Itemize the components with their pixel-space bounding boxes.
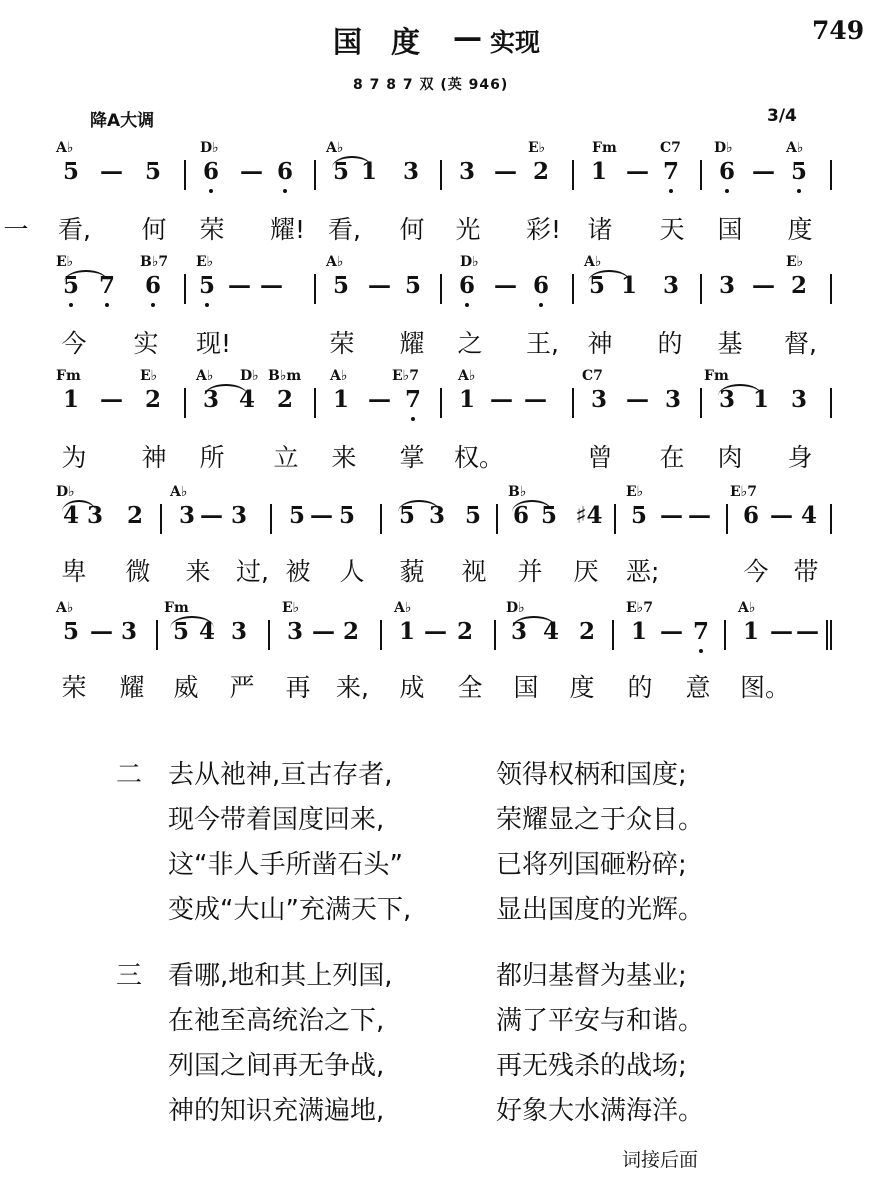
- chord: A♭: [786, 140, 804, 156]
- note: 5: [332, 272, 349, 299]
- note: 1: [742, 618, 759, 645]
- lyric: 图。: [740, 673, 791, 702]
- verse-line: 这“非人手所凿石头”: [168, 850, 403, 880]
- verse-line: 变成“大山”充满天下,: [168, 895, 412, 925]
- barline: [380, 504, 382, 534]
- lyric: 光: [455, 215, 481, 244]
- note: —: [770, 502, 793, 529]
- chord: E♭: [528, 140, 546, 156]
- barline: [724, 620, 726, 650]
- barline: [314, 274, 316, 304]
- note: 6: [716, 158, 738, 185]
- lyric: 神: [587, 329, 613, 358]
- barline: [184, 388, 186, 418]
- note: 7: [660, 158, 682, 185]
- key-signature: 降A大调: [90, 111, 155, 131]
- note: —: [100, 158, 123, 185]
- note: 3: [230, 618, 247, 645]
- note: 5: [332, 158, 349, 185]
- note: 6: [200, 158, 222, 185]
- lyric: 国: [513, 673, 539, 702]
- note: 2: [456, 618, 473, 645]
- lyric: 在: [659, 443, 685, 472]
- note: 5: [404, 272, 421, 299]
- note: 2: [342, 618, 359, 645]
- barline: [700, 274, 702, 304]
- lyric: 实: [133, 329, 159, 358]
- verse-line: 现今带着国度回来,: [168, 805, 385, 835]
- note: 3: [202, 386, 219, 413]
- verse-line: 列国之间再无争战,: [168, 1051, 385, 1081]
- chord: E♭: [140, 368, 158, 384]
- lyric: 何: [399, 215, 425, 244]
- lyric: 耀: [399, 329, 425, 358]
- note: —: [494, 158, 517, 185]
- note: 6: [274, 158, 296, 185]
- lyric: 今: [743, 557, 769, 586]
- barline: [160, 504, 162, 534]
- barline: [726, 504, 728, 534]
- note: —: [490, 386, 513, 413]
- verse-number: 二: [116, 760, 143, 790]
- note: 5: [398, 502, 415, 529]
- lyric: 的: [627, 673, 653, 702]
- chord: E♭7: [730, 484, 758, 500]
- lyric: 荣: [61, 673, 87, 702]
- barline: [440, 274, 442, 304]
- note: —: [796, 618, 819, 645]
- chord: A♭: [196, 368, 214, 384]
- note: 4: [800, 502, 817, 529]
- lyric: 身: [787, 443, 813, 472]
- note: 7: [690, 618, 712, 645]
- lyric: 荣: [199, 215, 225, 244]
- lyric: 诸: [587, 215, 613, 244]
- note: 2: [276, 386, 293, 413]
- chord: A♭: [330, 368, 348, 384]
- note: 4: [542, 618, 559, 645]
- barline: [184, 274, 186, 304]
- note: 3: [286, 618, 303, 645]
- barline: [184, 160, 186, 190]
- lyric: 神: [141, 443, 167, 472]
- note: 5: [62, 618, 79, 645]
- note: 3: [718, 272, 735, 299]
- note: 3: [86, 502, 103, 529]
- note: 6: [456, 272, 478, 299]
- barline: [572, 388, 574, 418]
- lyric: 再: [285, 673, 311, 702]
- note: —: [752, 158, 775, 185]
- hymn-number: 749: [812, 16, 865, 45]
- lyric: 并: [517, 557, 543, 586]
- chord: Fm: [592, 140, 617, 156]
- note: ♯4: [575, 502, 603, 529]
- note: 1: [590, 158, 607, 185]
- verse-number: 三: [116, 961, 143, 991]
- chord: A♭: [458, 368, 476, 384]
- chord: A♭: [56, 140, 74, 156]
- note: 5: [540, 502, 557, 529]
- chord: E♭: [196, 254, 214, 270]
- note: 3: [662, 272, 679, 299]
- chord: Fm: [56, 368, 81, 384]
- chord: E♭7: [392, 368, 420, 384]
- note: —: [660, 618, 683, 645]
- lyric: 来: [185, 557, 211, 586]
- chord: A♭: [738, 600, 756, 616]
- lyric: 来: [331, 443, 357, 472]
- chord: B♭7: [140, 254, 169, 270]
- barline: [156, 620, 158, 650]
- lyric: 威: [173, 673, 199, 702]
- chord: A♭: [584, 254, 602, 270]
- note: 3: [178, 502, 195, 529]
- note: —: [310, 502, 333, 529]
- note: 5: [62, 158, 79, 185]
- note: 1: [360, 158, 377, 185]
- lyric: 立: [273, 443, 299, 472]
- barline: [314, 160, 316, 190]
- note: 5: [588, 272, 605, 299]
- lyric: 卑: [61, 557, 87, 586]
- lyric: 度: [569, 673, 595, 702]
- note: —: [368, 386, 391, 413]
- note: 1: [630, 618, 647, 645]
- barline: [830, 388, 832, 418]
- note: 5: [338, 502, 355, 529]
- lyric: 的: [657, 329, 683, 358]
- note: 5: [630, 502, 647, 529]
- barline: [700, 388, 702, 418]
- note: 3: [664, 386, 681, 413]
- chord: E♭: [56, 254, 74, 270]
- note: 3: [510, 618, 527, 645]
- note: —: [688, 502, 711, 529]
- note: 3: [120, 618, 137, 645]
- verse-line: 已将列国砸粉碎;: [496, 850, 687, 880]
- chord: A♭: [170, 484, 188, 500]
- lyric: 为: [61, 443, 87, 472]
- note: —: [240, 158, 263, 185]
- note: 2: [578, 618, 595, 645]
- note: 4: [238, 386, 255, 413]
- lyric: 看,: [58, 215, 91, 244]
- note: 5: [288, 502, 305, 529]
- verse-line: 去从祂神,亘古存者,: [168, 760, 393, 790]
- lyric: 今: [61, 329, 87, 358]
- verse-line: 在祂至高统治之下,: [168, 1006, 385, 1036]
- chord: A♭: [394, 600, 412, 616]
- note: —: [424, 618, 447, 645]
- note: 7: [402, 386, 424, 413]
- note: 6: [512, 502, 529, 529]
- lyric: 带: [793, 557, 819, 586]
- chord: E♭: [786, 254, 804, 270]
- lyric: 一: [3, 215, 29, 244]
- verse-line: 领得权柄和国度;: [496, 760, 687, 790]
- barline: [440, 388, 442, 418]
- note: 6: [530, 272, 552, 299]
- lyric: 现!: [196, 329, 232, 358]
- barline: [270, 504, 272, 534]
- note: —: [368, 272, 391, 299]
- note: —: [100, 386, 123, 413]
- chord: A♭: [326, 254, 344, 270]
- hymn-title: 国 度: [333, 25, 421, 59]
- note: 3: [428, 502, 445, 529]
- time-signature: 3/4: [767, 106, 797, 126]
- lyric: 成: [399, 673, 425, 702]
- chord: C7: [582, 368, 603, 384]
- lyric: 耀: [119, 673, 145, 702]
- verse-line: 都归基督为基业;: [496, 961, 687, 991]
- note: 4: [62, 502, 79, 529]
- lyric: 过,: [236, 557, 269, 586]
- lyric: 掌: [399, 443, 425, 472]
- chord: D♭: [56, 484, 75, 500]
- lyric: 厌: [573, 557, 599, 586]
- chord: E♭7: [626, 600, 654, 616]
- lyric: 人: [339, 557, 365, 586]
- lyric: 视: [461, 557, 487, 586]
- lyric: 何: [141, 215, 167, 244]
- verse-line: 显出国度的光辉。: [496, 895, 705, 925]
- lyric: 王,: [526, 329, 559, 358]
- lyric: 来,: [336, 673, 369, 702]
- lyric: 彩!: [526, 215, 562, 244]
- note: —: [626, 158, 649, 185]
- note: 5: [464, 502, 481, 529]
- lyric: 之: [457, 329, 483, 358]
- verse-line: 神的知识充满遍地,: [168, 1096, 385, 1126]
- note: —: [752, 272, 775, 299]
- barline: [494, 620, 496, 650]
- chord: Fm: [164, 600, 189, 616]
- lyric: 意: [685, 673, 711, 702]
- continued-note: 词接后面: [622, 1149, 699, 1171]
- note: —: [200, 502, 223, 529]
- chord: B♭m: [268, 368, 302, 384]
- note: —: [312, 618, 335, 645]
- barline: [830, 504, 832, 534]
- note: —: [90, 618, 113, 645]
- music-row-4: [0, 482, 885, 592]
- chord: D♭: [460, 254, 479, 270]
- final-barline: [826, 620, 832, 650]
- chord: A♭: [326, 140, 344, 156]
- barline: [380, 620, 382, 650]
- lyric: 肉: [717, 443, 743, 472]
- note: 3: [230, 502, 247, 529]
- note: 2: [144, 386, 161, 413]
- verse-line: 看哪,地和其上列国,: [168, 961, 393, 991]
- chord: C7: [660, 140, 681, 156]
- verse-line: 满了平安与和谐。: [496, 1006, 705, 1036]
- note: 6: [142, 272, 164, 299]
- verse-line: 再无残杀的战场;: [496, 1051, 687, 1081]
- barline: [268, 620, 270, 650]
- note: 1: [62, 386, 79, 413]
- lyric: 督,: [784, 329, 817, 358]
- lyric: 所: [199, 443, 225, 472]
- lyric: 看,: [328, 215, 361, 244]
- note: 5: [788, 158, 810, 185]
- barline: [572, 160, 574, 190]
- note: 3: [590, 386, 607, 413]
- music-row-3: [0, 366, 885, 476]
- note: 1: [398, 618, 415, 645]
- note: —: [626, 386, 649, 413]
- barline: [496, 504, 498, 534]
- chord: D♭: [714, 140, 733, 156]
- note: —: [228, 272, 251, 299]
- note: 6: [742, 502, 759, 529]
- note: 2: [532, 158, 549, 185]
- title-dash: —: [453, 20, 482, 54]
- lyric: 度: [787, 215, 813, 244]
- lyric: 国: [717, 215, 743, 244]
- verse-line: 好象大水满海洋。: [496, 1096, 705, 1126]
- hymn-subtitle: 实现: [490, 28, 541, 57]
- music-row-2: [0, 252, 885, 362]
- barline: [830, 274, 832, 304]
- note: 5: [144, 158, 161, 185]
- barline: [612, 620, 614, 650]
- lyric: 严: [229, 673, 255, 702]
- chord: E♭: [626, 484, 644, 500]
- note: 1: [332, 386, 349, 413]
- note: 1: [620, 272, 637, 299]
- chord: D♭: [506, 600, 525, 616]
- note: —: [660, 502, 683, 529]
- note: 3: [718, 386, 735, 413]
- chord: A♭: [56, 600, 74, 616]
- music-row-5: [0, 598, 885, 708]
- barline: [614, 504, 616, 534]
- verse-line: 荣耀显之于众目。: [496, 805, 705, 835]
- note: 3: [790, 386, 807, 413]
- chord: D♭: [200, 140, 219, 156]
- note: 4: [198, 618, 215, 645]
- note: —: [770, 618, 793, 645]
- note: —: [260, 272, 283, 299]
- note: 3: [402, 158, 419, 185]
- barline: [830, 160, 832, 190]
- note: 5: [172, 618, 189, 645]
- chord: E♭: [282, 600, 300, 616]
- lyric: 恶;: [626, 557, 660, 586]
- lyric: 被: [285, 557, 311, 586]
- note: 3: [458, 158, 475, 185]
- note: —: [494, 272, 517, 299]
- barline: [700, 160, 702, 190]
- note: —: [524, 386, 547, 413]
- chord: B♭: [508, 484, 527, 500]
- note: 5: [196, 272, 218, 299]
- chord: Fm: [704, 368, 729, 384]
- barline: [572, 274, 574, 304]
- lyric: 荣: [329, 329, 355, 358]
- note: 1: [752, 386, 769, 413]
- lyric: 全: [457, 673, 483, 702]
- note: 1: [458, 386, 475, 413]
- lyric: 基: [717, 329, 743, 358]
- lyric: 藐: [399, 557, 425, 586]
- lyric: 天: [659, 215, 685, 244]
- meter-label: 8 7 8 7 双 (英 946): [353, 77, 509, 93]
- barline: [314, 388, 316, 418]
- lyric: 耀!: [270, 215, 306, 244]
- lyric: 曾: [587, 443, 613, 472]
- lyric: 微: [125, 557, 151, 586]
- note: 5: [60, 272, 82, 299]
- note: 2: [126, 502, 143, 529]
- chord: D♭: [240, 368, 259, 384]
- music-row-1: [0, 138, 885, 248]
- note: 2: [790, 272, 807, 299]
- barline: [440, 160, 442, 190]
- lyric: 权。: [454, 443, 505, 472]
- note: 7: [96, 272, 118, 299]
